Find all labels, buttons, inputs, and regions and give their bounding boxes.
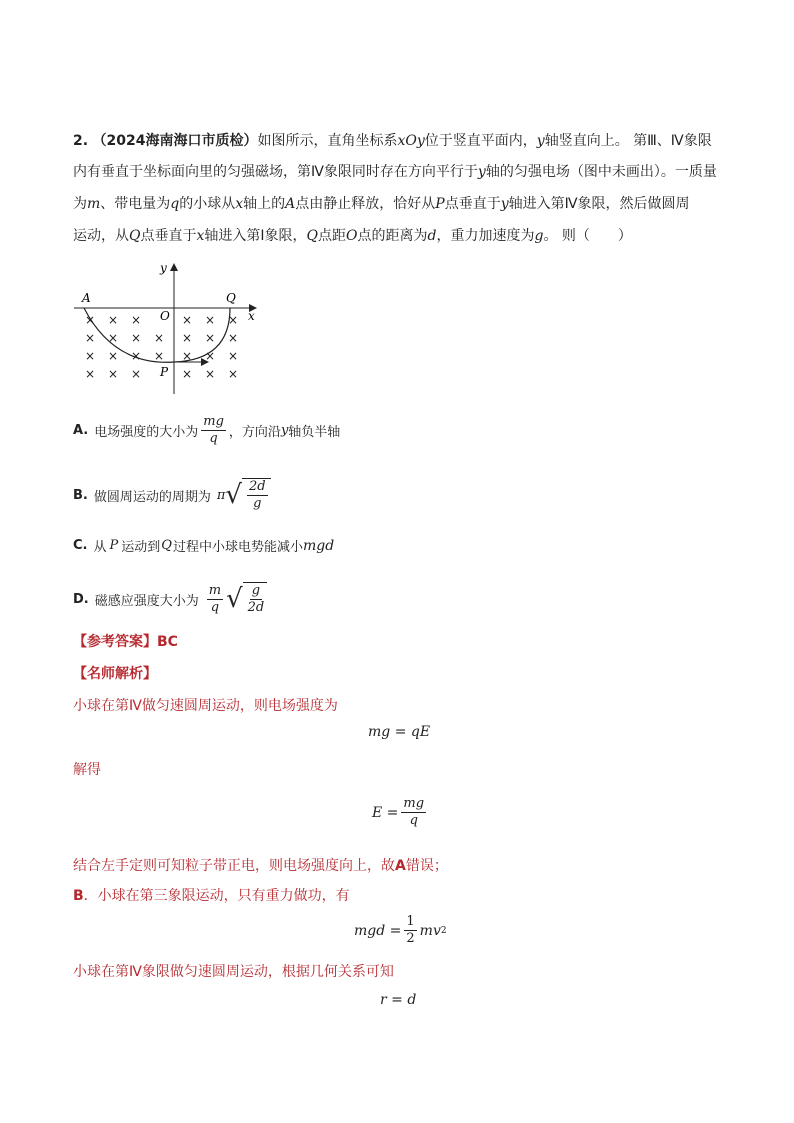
field-cross: × — [108, 313, 119, 327]
analysis-paragraph-2: 解得 — [73, 762, 101, 778]
numerator: mg — [203, 414, 224, 429]
text: 内有垂直于坐标面向里的匀强磁场，第Ⅳ象限同时存在方向平行于 — [73, 164, 478, 180]
field-cross: × — [182, 313, 193, 327]
radical-sign: √ — [226, 584, 243, 614]
math-Q: Q — [306, 228, 319, 244]
math-y: y — [536, 133, 545, 149]
analysis-paragraph-4 — [73, 886, 350, 906]
math-mgd: mgd — [302, 537, 335, 554]
fraction-g-over-2d — [248, 583, 265, 616]
math-d: d — [427, 228, 437, 244]
eq2-fraction — [401, 796, 426, 829]
field-cross: × — [108, 331, 119, 345]
text: ．小球在第三象限运动，只有重力做功，有 — [83, 888, 350, 904]
sqrt-2d-over-g — [225, 478, 270, 512]
field-cross: × — [131, 313, 142, 327]
sqrt-g-over-2d — [226, 582, 267, 616]
denominator: 2d — [247, 600, 265, 615]
option-ref-A: A — [395, 858, 406, 874]
text: 的小球从 — [179, 196, 236, 212]
analysis-paragraph-3 — [73, 856, 448, 876]
numerator: g — [251, 583, 261, 598]
text: 点距 — [318, 228, 347, 244]
option-C-text-3: 过程中小球电势能减小 — [172, 540, 303, 555]
option-D-text: 磁感应强度大小为 — [94, 593, 199, 609]
question-source: （2024海南海口市质检） — [92, 133, 258, 149]
text: 轴进入第Ⅰ象限， — [204, 228, 307, 244]
math-Q: Q — [161, 538, 172, 553]
math-y: y — [280, 423, 289, 438]
math-x: x — [196, 228, 205, 244]
text: 点由静止释放，恰好从 — [295, 196, 436, 212]
math-x: x — [235, 196, 244, 212]
field-cross: × — [85, 367, 96, 381]
text: 、带电量为 — [100, 196, 171, 212]
option-A[interactable] — [73, 414, 340, 447]
question-line-3 — [73, 194, 690, 214]
field-diagram — [70, 258, 270, 398]
fraction-m-over-q — [207, 583, 223, 616]
eq3-lhs: mgd = — [354, 922, 402, 939]
field-cross: × — [228, 331, 239, 345]
text: 轴的匀强电场（图中未画出）。一质量 — [485, 164, 717, 180]
field-cross: × — [85, 349, 96, 363]
point-Q-label: Q — [226, 291, 236, 305]
math-y: y — [477, 164, 486, 180]
math-Q: Q — [129, 228, 141, 244]
fraction-2d-over-g — [247, 479, 268, 512]
text: 结合左手定则可知粒子带正电，则电场强度向上，故 — [73, 858, 395, 874]
eq3-exponent: 2 — [440, 925, 447, 936]
math-pi: π — [216, 487, 226, 503]
text: 点垂直于 — [140, 228, 197, 244]
denominator: q — [210, 599, 220, 615]
equation-2 — [372, 796, 429, 829]
numerator: 1 — [406, 914, 415, 929]
text: 点垂直于 — [444, 196, 501, 212]
point-P-label: P — [160, 365, 169, 379]
text: ，重力加速度为 — [436, 228, 535, 244]
field-cross: × — [108, 349, 119, 363]
math-P: P — [109, 538, 119, 553]
option-C[interactable] — [73, 536, 334, 555]
analysis-heading: 【名师解析】 — [73, 666, 157, 682]
analysis-paragraph-5: 小球在第Ⅳ象限做匀速圆周运动，根据几何关系可知 — [73, 964, 394, 980]
option-D-label: D. — [73, 591, 89, 607]
eq3-rhs: mv — [419, 922, 441, 939]
text: 位于竖直平面内， — [424, 133, 537, 149]
field-cross: × — [154, 349, 165, 363]
radical-sign: √ — [225, 480, 242, 510]
denominator: g — [253, 496, 262, 511]
eq3-fraction — [404, 914, 416, 947]
y-axis-label: y — [160, 261, 167, 275]
option-ref-B: B — [73, 888, 84, 904]
field-cross: × — [205, 367, 216, 381]
text: 。 则（ ） — [543, 228, 632, 244]
equation-4: r = d — [380, 992, 417, 1008]
option-A-label: A. — [73, 423, 89, 438]
field-cross: × — [131, 331, 142, 345]
option-B-text: 做圆周运动的周期为 — [93, 489, 211, 505]
field-cross: × — [182, 367, 193, 381]
point-A-label: A — [82, 291, 91, 305]
question-line-2 — [73, 162, 717, 182]
option-A-text-2: ，方向沿 — [228, 425, 281, 440]
math-m: m — [87, 196, 101, 212]
field-cross: × — [228, 367, 239, 381]
math-y: y — [500, 196, 509, 212]
field-cross: × — [205, 331, 216, 345]
field-cross: × — [131, 367, 142, 381]
option-C-text-2: 运动到 — [121, 540, 161, 555]
option-B[interactable] — [73, 478, 271, 512]
option-C-text: 从 — [93, 540, 107, 555]
math-xoy: xOy — [397, 133, 425, 149]
question-line-1 — [73, 131, 712, 151]
field-cross: × — [182, 349, 193, 363]
field-cross: × — [205, 313, 216, 327]
field-cross: × — [228, 313, 239, 327]
denominator: q — [409, 813, 418, 828]
text: 点的距离为 — [357, 228, 428, 244]
equation-1: mg = qE — [368, 724, 431, 740]
text: 如图所示，直角坐标系 — [257, 133, 398, 149]
field-cross: × — [85, 313, 96, 327]
field-cross: × — [182, 331, 193, 345]
field-cross: × — [85, 331, 96, 345]
field-cross: × — [154, 331, 165, 345]
numerator: m — [208, 582, 222, 598]
text: 运动，从 — [73, 228, 129, 244]
option-D[interactable] — [73, 582, 267, 616]
field-cross: × — [108, 367, 119, 381]
eq2-lhs: E = — [372, 804, 399, 821]
text: 轴竖直向上。 第Ⅲ、Ⅳ象限 — [544, 133, 712, 149]
text: 为 — [73, 196, 87, 212]
field-cross: × — [205, 349, 216, 363]
option-B-label: B. — [73, 487, 88, 503]
text: 错误； — [405, 858, 448, 874]
field-cross: × — [228, 349, 239, 363]
math-g: g — [534, 228, 544, 244]
text: 轴进入第Ⅳ象限，然后做圆周 — [508, 196, 690, 212]
denominator: q — [209, 431, 218, 446]
math-O: O — [346, 228, 358, 244]
question-line-4 — [73, 226, 632, 246]
numerator: mg — [403, 796, 425, 811]
answer-heading: 【参考答案】 — [73, 634, 157, 650]
analysis-paragraph-1: 小球在第Ⅳ做匀速圆周运动，则电场强度为 — [73, 698, 338, 714]
denominator: 2 — [406, 931, 415, 946]
numerator: 2d — [249, 479, 266, 494]
option-A-text: 电场强度的大小为 — [94, 425, 199, 440]
text: 轴上的 — [243, 196, 286, 212]
equation-3 — [354, 914, 447, 947]
math-q: q — [170, 196, 180, 212]
math-P: P — [435, 196, 445, 212]
fraction-mg-over-q — [201, 414, 226, 447]
field-cross: × — [131, 349, 142, 363]
option-C-label: C. — [73, 538, 88, 553]
math-A: A — [285, 196, 296, 212]
question-number: 2. — [73, 133, 89, 149]
option-A-text-3: 轴负半轴 — [288, 425, 341, 440]
answer-line — [73, 632, 178, 652]
origin-O-label: O — [160, 309, 170, 323]
answer-value: BC — [157, 634, 178, 650]
x-axis-label: x — [248, 309, 255, 323]
